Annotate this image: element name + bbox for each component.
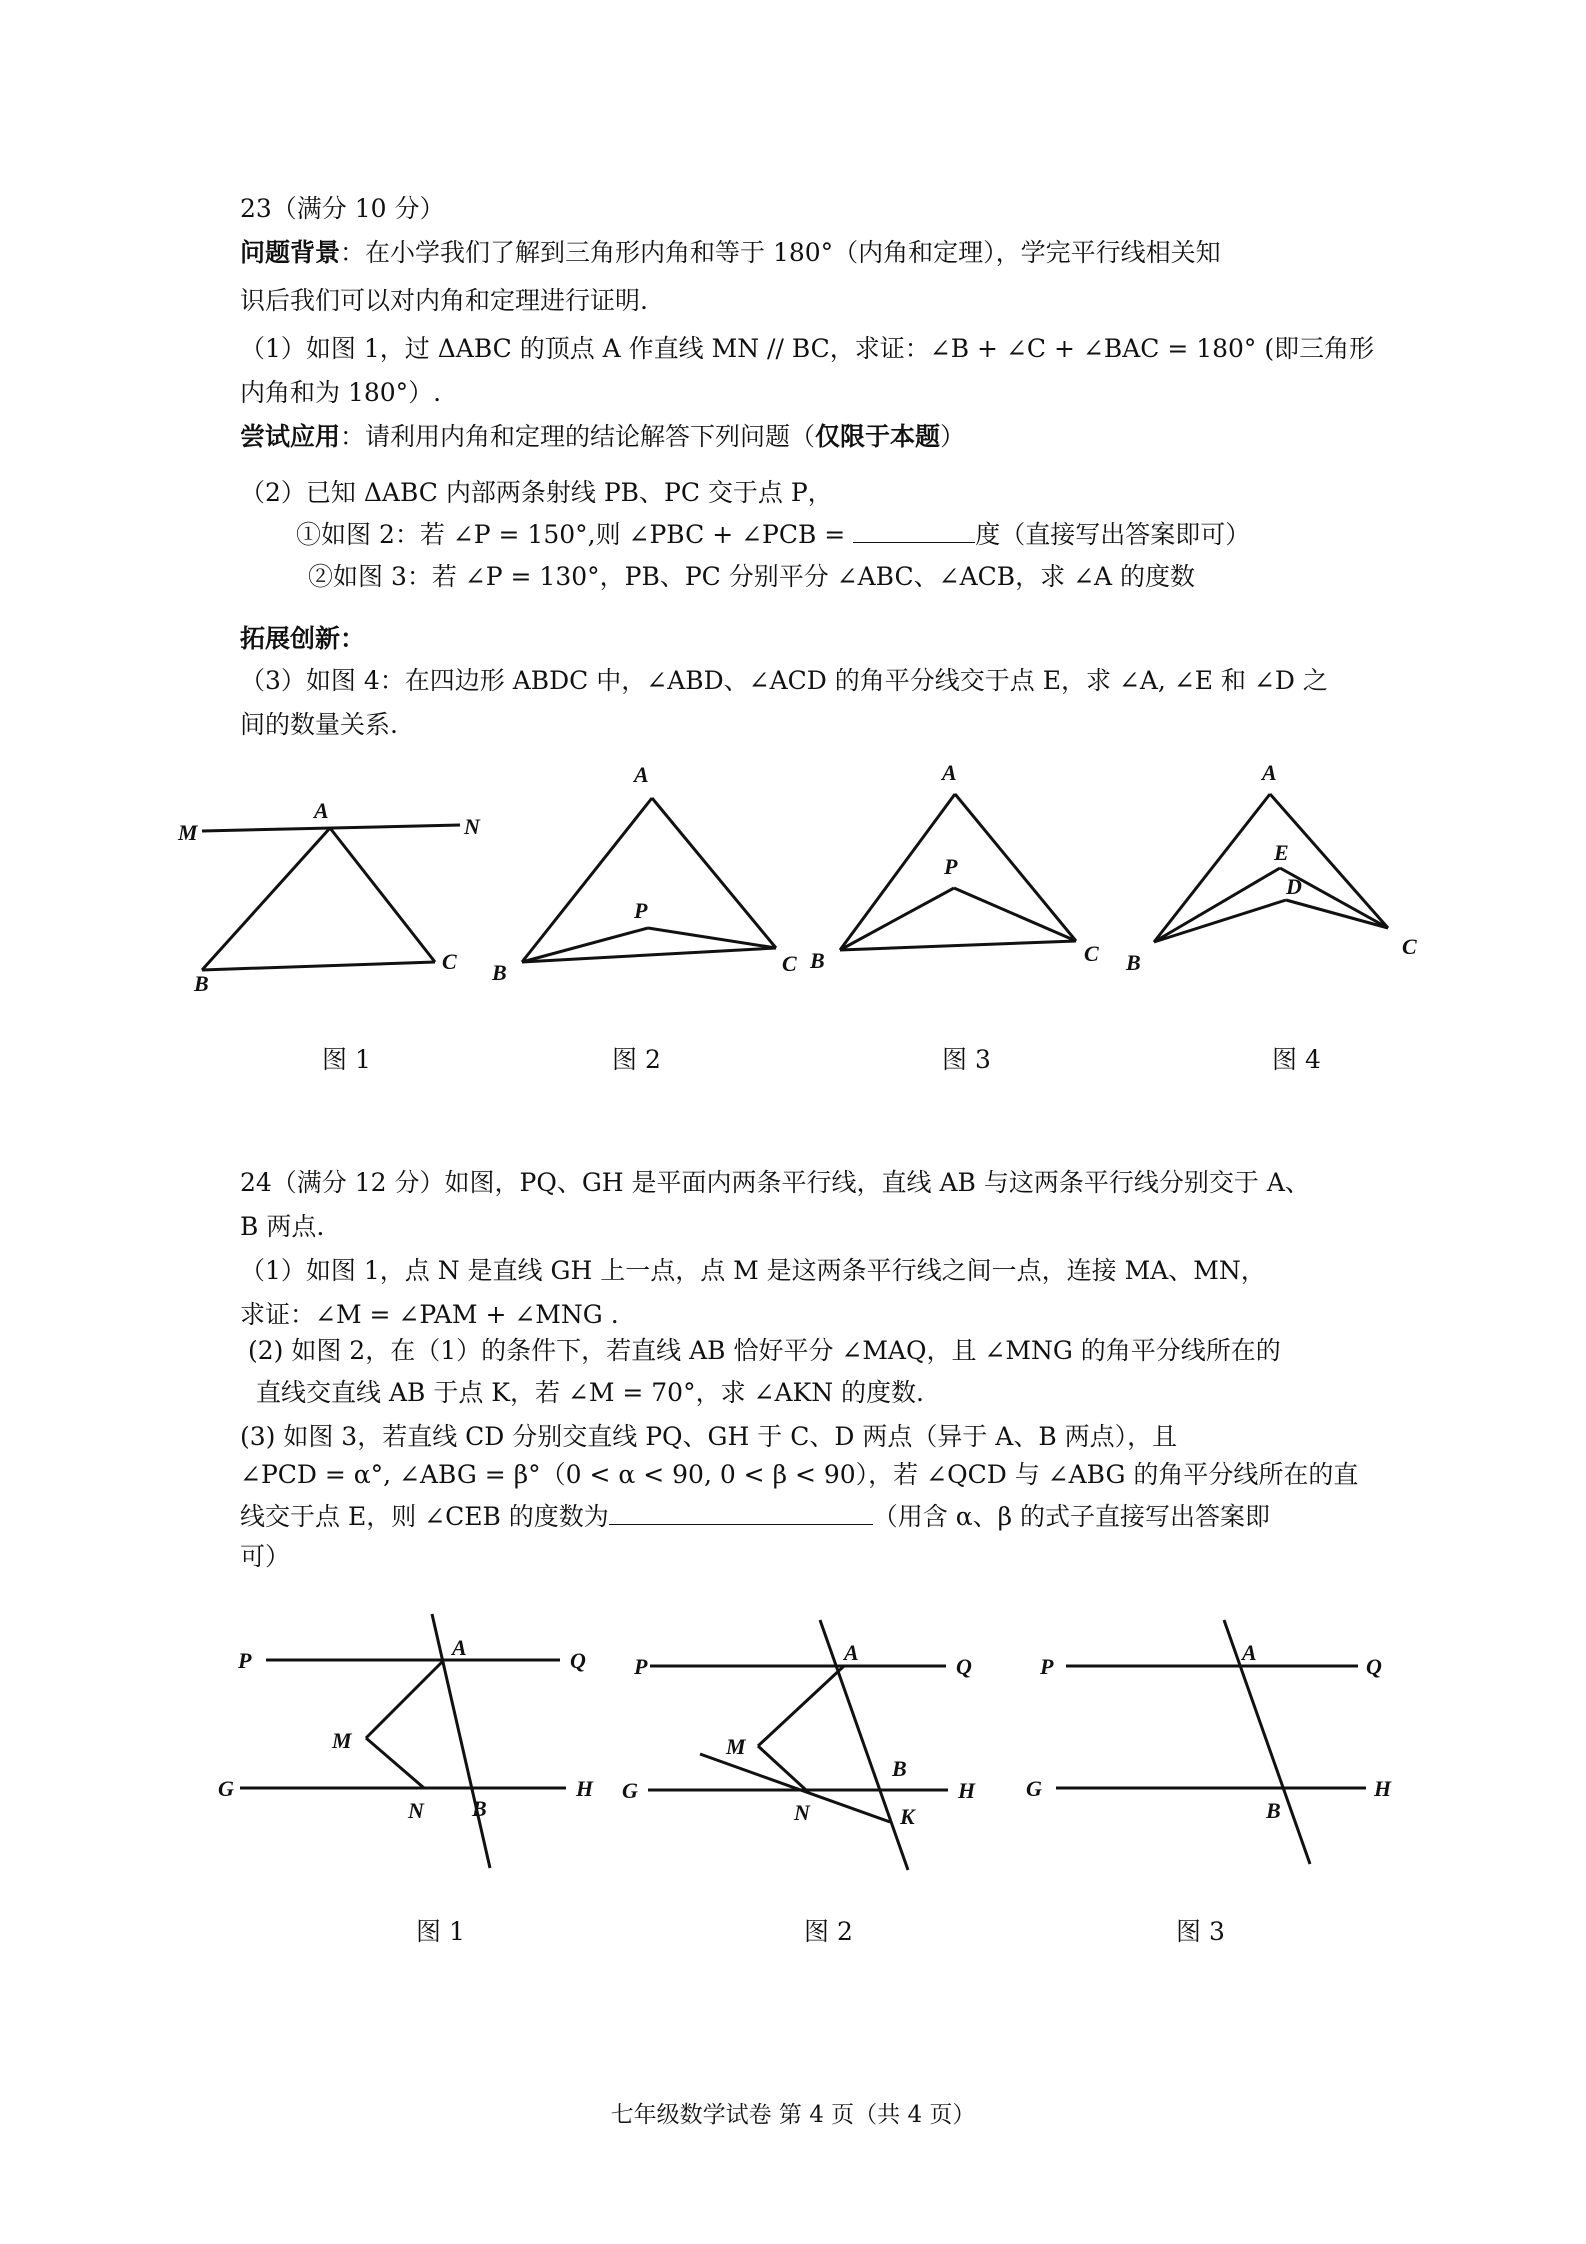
- q24-figure-2: [610, 1600, 1010, 1880]
- label-b: B: [1126, 950, 1141, 975]
- q23-extension-label: 拓展创新：: [240, 624, 366, 653]
- q23-caption-3: 图 3: [942, 1045, 991, 1074]
- part3-text-end: （用含 α、β 的式子直接写出答案即: [872, 1502, 1271, 1531]
- q23-part1-line2: 内角和为 180°）.: [240, 378, 442, 407]
- q23-part3-line1: （3）如图 4：在四边形 ABDC 中，∠ABD、∠ACD 的角平分线交于点 E，求 ∠A, ∠E 和 ∠D 之: [240, 666, 1328, 695]
- background-label: 问题背景: [240, 238, 341, 267]
- q23-background: [240, 236, 1221, 270]
- q24-intro-line2: B 两点.: [240, 1212, 325, 1241]
- page-footer: 七年级数学试卷 第 4 页（共 4 页）: [610, 2102, 976, 2128]
- segment-ab: [522, 798, 652, 962]
- label-c: C: [1084, 941, 1099, 966]
- label-p: P: [634, 898, 648, 923]
- label-a: A: [1242, 1640, 1257, 1665]
- q23-title: 23（满分 10 分）: [240, 194, 445, 223]
- label-g: G: [622, 1778, 638, 1803]
- line-ab: [1224, 1620, 1310, 1864]
- label-h: H: [576, 1776, 594, 1801]
- q23-background-cont: 识后我们可以对内角和定理进行证明.: [240, 286, 648, 315]
- label-b: B: [810, 948, 825, 973]
- label-p: P: [634, 1654, 648, 1679]
- label-a: A: [1262, 760, 1277, 785]
- label-b: B: [472, 1796, 487, 1821]
- q24-part2-line2: 直线交直线 AB 于点 K，若 ∠M = 70°，求 ∠AKN 的度数.: [256, 1378, 924, 1407]
- q24-part3-line1: (3) 如图 3，若直线 CD 分别交直线 PQ、GH 于 C、D 两点（异于 A、B 两点），且: [240, 1422, 1178, 1451]
- label-n: N: [464, 814, 480, 839]
- q24-figure-1: [220, 1600, 610, 1880]
- segment-bc: [840, 941, 1076, 950]
- label-a: A: [844, 1640, 859, 1665]
- label-n: N: [408, 1798, 424, 1823]
- label-b: B: [892, 1756, 907, 1781]
- segment-ac: [652, 798, 776, 948]
- segment-ma: [758, 1666, 844, 1746]
- label-m: M: [332, 1728, 352, 1753]
- label-q: Q: [1366, 1654, 1382, 1679]
- q24-part3-line3: [240, 1500, 1270, 1534]
- q23-caption-4: 图 4: [1272, 1045, 1321, 1074]
- try-apply-emphasis: 仅限于本题: [815, 422, 941, 451]
- label-c: C: [1402, 934, 1417, 959]
- label-c: C: [442, 949, 457, 974]
- segment-be: [1154, 868, 1280, 942]
- answer-blank[interactable]: [609, 1502, 873, 1525]
- q23-part3-line2: 间的数量关系.: [240, 710, 398, 739]
- label-b: B: [194, 971, 209, 996]
- q23-caption-2: 图 2: [612, 1045, 661, 1074]
- label-p: P: [944, 854, 958, 879]
- label-p: P: [1040, 1654, 1054, 1679]
- segment-dc: [1286, 900, 1388, 928]
- q24-figure-3: [1010, 1600, 1410, 1880]
- q24-part2-line1: (2) 如图 2，在（1）的条件下，若直线 AB 恰好平分 ∠MAQ，且 ∠MNG 的角平分线所在的: [248, 1336, 1281, 1365]
- try-apply-text: ：请利用内角和定理的结论解答下列问题（: [340, 422, 816, 451]
- part3-text: 线交于点 E，则 ∠CEB 的度数为: [240, 1502, 609, 1531]
- segment-pb: [840, 888, 954, 950]
- try-apply-end: ）: [940, 422, 966, 451]
- label-k: K: [900, 1804, 915, 1829]
- segment-pc: [648, 928, 776, 948]
- q24-caption-2: 图 2: [804, 1917, 853, 1946]
- part2a-text-end: 度（直接写出答案即可）: [975, 520, 1251, 549]
- label-d: D: [1286, 874, 1302, 899]
- label-a: A: [942, 760, 957, 785]
- label-n: N: [794, 1800, 810, 1825]
- label-h: H: [958, 1778, 976, 1803]
- label-g: G: [1026, 1776, 1042, 1801]
- segment-ac: [955, 794, 1076, 941]
- label-m: M: [178, 820, 198, 845]
- label-a: A: [452, 1635, 467, 1660]
- q23-part1-line1: （1）如图 1，过 ΔABC 的顶点 A 作直线 MN // BC，求证：∠B + ∠C + ∠BAC = 180° (即三角形: [240, 334, 1375, 363]
- q24-part1-line2: 求证：∠M = ∠PAM + ∠MNG .: [240, 1300, 619, 1329]
- q23-caption-1: 图 1: [322, 1045, 371, 1074]
- q23-figure-3: [810, 760, 1130, 980]
- label-m: M: [726, 1734, 746, 1759]
- q24-caption-1: 图 1: [416, 1917, 465, 1946]
- label-q: Q: [956, 1654, 972, 1679]
- label-b: B: [492, 960, 507, 985]
- segment-ab: [840, 794, 955, 950]
- segment-mn: [366, 1738, 424, 1788]
- q23-try-apply: [240, 420, 965, 454]
- label-p: P: [238, 1648, 252, 1673]
- label-h: H: [1374, 1776, 1392, 1801]
- segment-bc: [522, 948, 776, 962]
- q23-part2: （2）已知 ΔABC 内部两条射线 PB、PC 交于点 P，: [240, 478, 833, 507]
- part2a-text: ①如图 2：若 ∠P = 150°,则 ∠PBC + ∠PCB =: [296, 520, 846, 549]
- q23-figure-1: [178, 790, 510, 996]
- q23-part2a: [296, 518, 1250, 552]
- label-b: B: [1266, 1798, 1281, 1823]
- q23-part2b: ②如图 3：若 ∠P = 130°，PB、PC 分别平分 ∠ABC、∠ACB，求 ∠A 的度数: [308, 562, 1196, 591]
- label-g: G: [218, 1776, 234, 1801]
- q24-part3-line2: ∠PCD = α°, ∠ABG = β°（0 < α < 90, 0 < β < 90），若 ∠QCD 与 ∠ABG 的角平分线所在的直: [240, 1460, 1359, 1489]
- segment-pc: [954, 888, 1076, 941]
- q24-caption-3: 图 3: [1176, 1917, 1225, 1946]
- answer-blank[interactable]: [853, 520, 975, 543]
- q23-figure-4: [1120, 760, 1440, 980]
- q23-figure-2: [480, 760, 820, 990]
- label-e: E: [1274, 840, 1289, 865]
- q24-part1-line1: （1）如图 1，点 N 是直线 GH 上一点，点 M 是这两条平行线之间一点，连接 MA、MN，: [240, 1256, 1266, 1285]
- segment-ac: [330, 828, 435, 962]
- background-text: ：在小学我们了解到三角形内角和等于 180°（内角和定理），学完平行线相关知: [340, 238, 1221, 267]
- segment-bd: [1154, 900, 1286, 942]
- label-q: Q: [570, 1648, 586, 1673]
- q24-part3-line4: 可）: [240, 1542, 291, 1571]
- q24-intro-line1: 24（满分 12 分）如图，PQ、GH 是平面内两条平行线，直线 AB 与这两条平行线分别交于 A、: [240, 1168, 1310, 1197]
- segment-ab: [202, 828, 330, 970]
- label-a: A: [634, 762, 649, 787]
- segment-ab: [1154, 794, 1270, 942]
- label-a: A: [314, 798, 329, 823]
- label-c: C: [782, 951, 797, 976]
- line-ab: [820, 1620, 908, 1870]
- segment-bc: [202, 962, 435, 970]
- try-apply-label: 尝试应用: [240, 422, 341, 451]
- segment-ma: [366, 1660, 444, 1738]
